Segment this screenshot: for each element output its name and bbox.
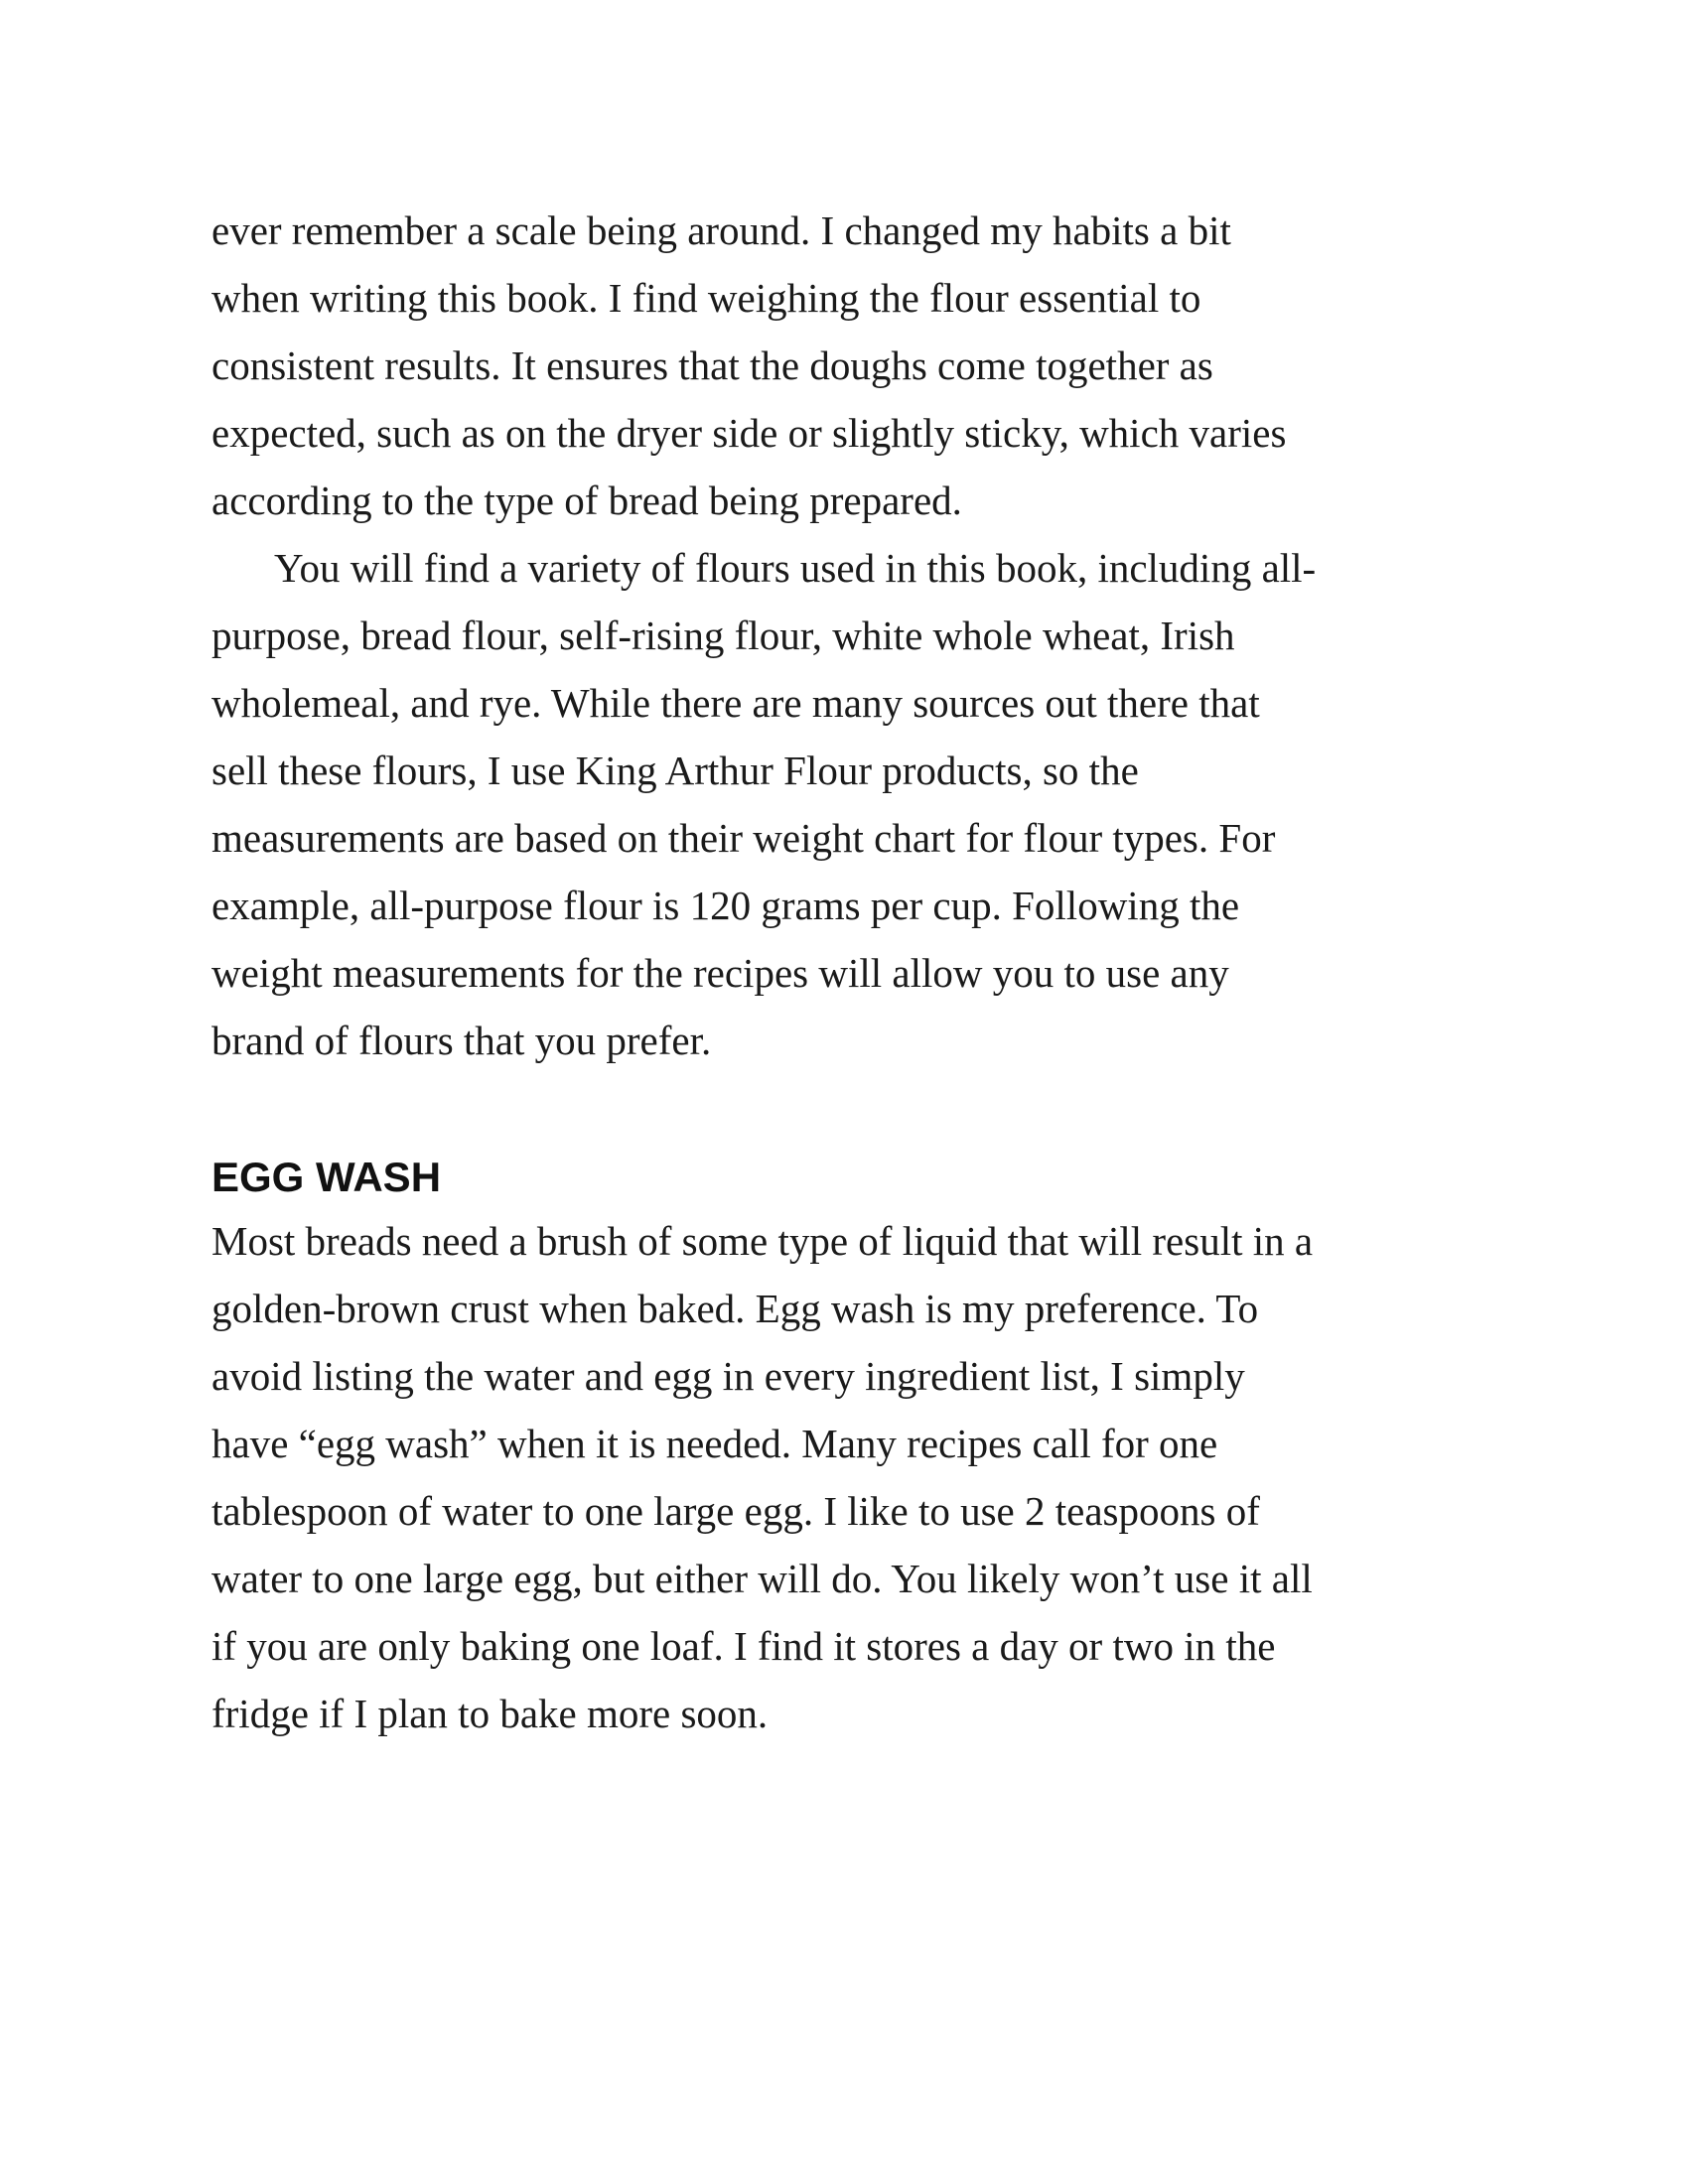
text-line: tablespoon of water to one large egg. I like to use 2 teaspoons of bbox=[211, 1488, 1260, 1534]
text-line: wholemeal, and rye. While there are many sources out there that bbox=[211, 680, 1260, 726]
text-line: brand of flours that you prefer. bbox=[211, 1018, 712, 1063]
text-line: according to the type of bread being prepared. bbox=[211, 478, 962, 523]
text-line: ever remember a scale being around. I changed my habits a bit bbox=[211, 207, 1231, 253]
paragraph-flours bbox=[211, 534, 1492, 1074]
text-line: if you are only baking one loaf. I find it stores a day or two in the bbox=[211, 1623, 1276, 1669]
section-heading: EGG WASH bbox=[211, 1154, 442, 1200]
text-line: have “egg wash” when it is needed. Many recipes call for one bbox=[211, 1421, 1218, 1466]
paragraph-egg-wash bbox=[211, 1207, 1492, 1747]
text-line: water to one large egg, but either will do. You likely won’t use it all bbox=[211, 1556, 1313, 1601]
text-line: weight measurements for the recipes will allow you to use any bbox=[211, 950, 1229, 996]
text-line: Most breads need a brush of some type of liquid that will result in a bbox=[211, 1218, 1314, 1264]
page-body bbox=[211, 197, 1492, 1747]
text-line: fridge if I plan to bake more soon. bbox=[211, 1691, 769, 1736]
text-line: You will find a variety of flours used in this book, including all- bbox=[274, 545, 1317, 591]
text-line: sell these flours, I use King Arthur Flour products, so the bbox=[211, 748, 1139, 793]
text-line: consistent results. It ensures that the doughs come together as bbox=[211, 342, 1213, 388]
text-line: purpose, bread flour, self-rising flour, white whole wheat, Irish bbox=[211, 613, 1235, 658]
text-line: example, all-purpose flour is 120 grams per cup. Following the bbox=[211, 883, 1240, 928]
paragraph-scale bbox=[211, 197, 1492, 534]
text-line: when writing this book. I find weighing the flour essential to bbox=[211, 275, 1201, 321]
text-line: golden-brown crust when baked. Egg wash is my preference. To bbox=[211, 1286, 1259, 1331]
text-line: avoid listing the water and egg in every ingredient list, I simply bbox=[211, 1353, 1245, 1399]
text-line: expected, such as on the dryer side or slightly sticky, which varies bbox=[211, 410, 1287, 456]
text-line: measurements are based on their weight chart for flour types. For bbox=[211, 815, 1276, 861]
